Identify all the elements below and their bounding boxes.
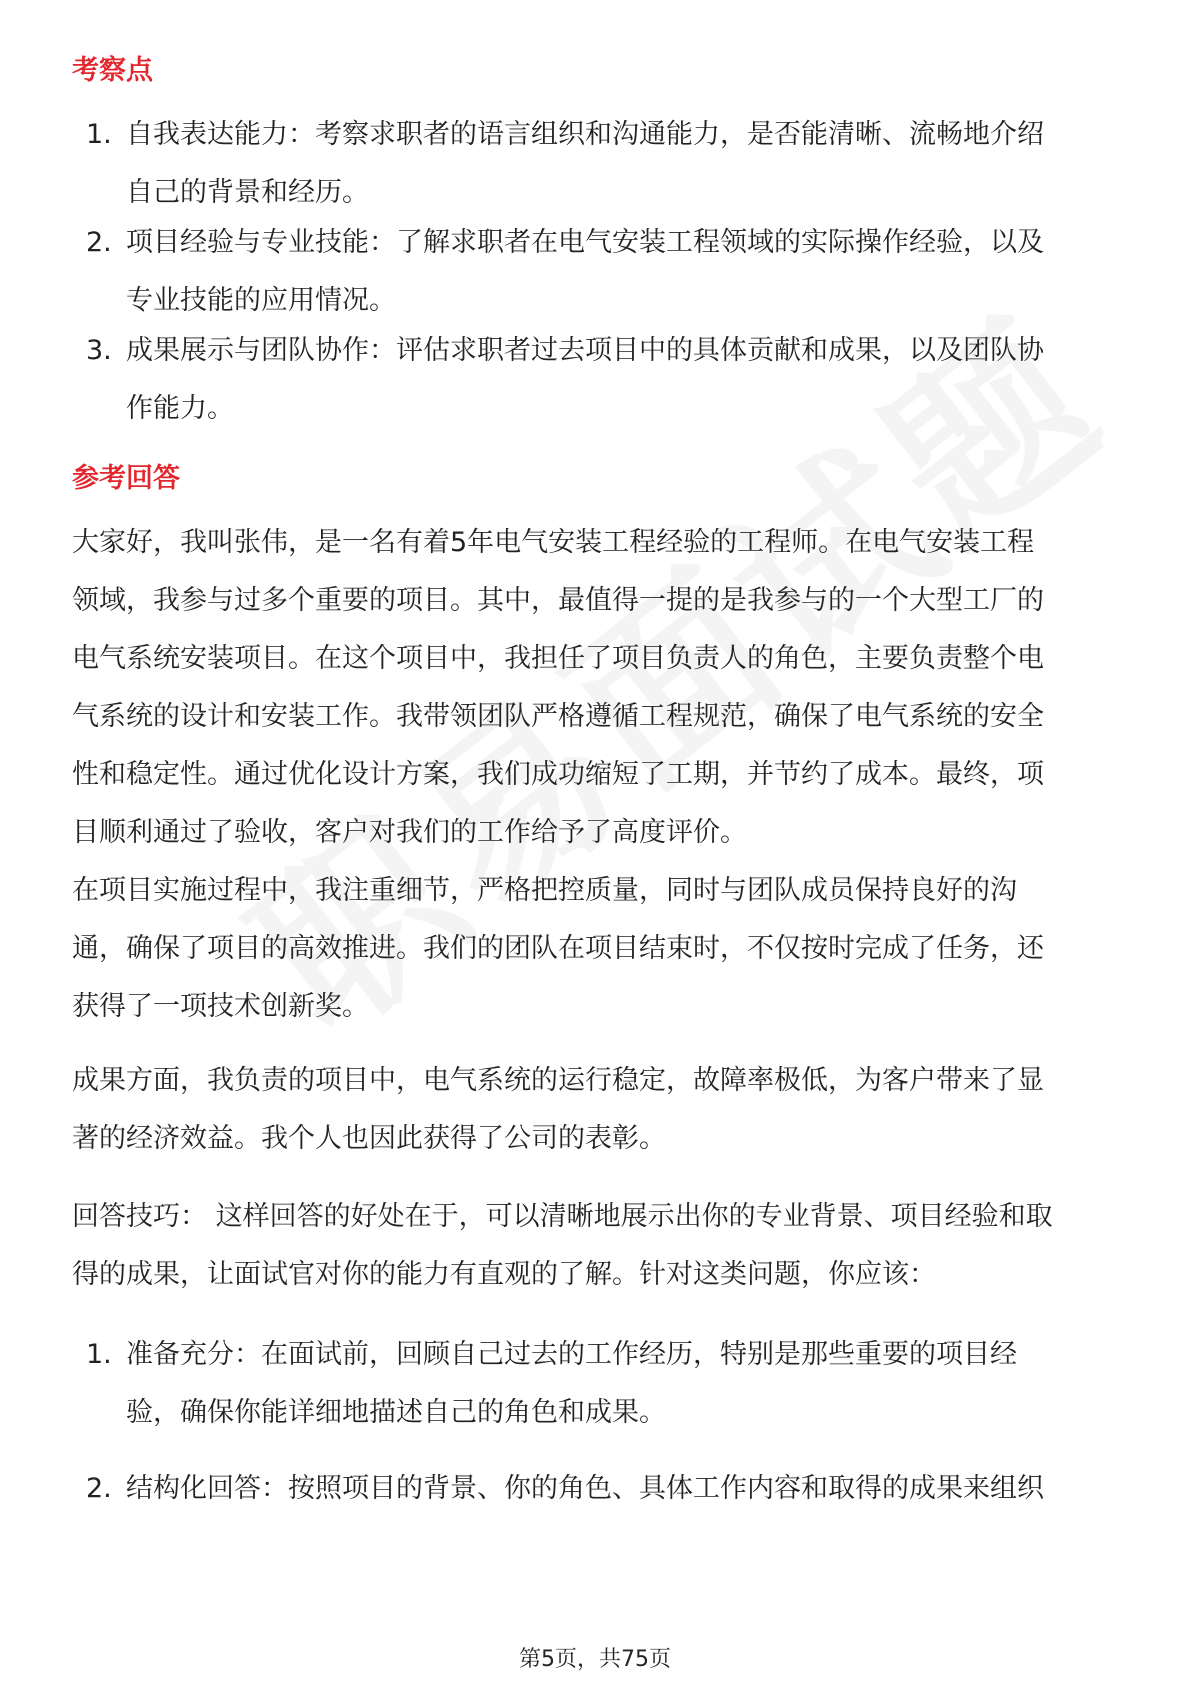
paragraph-line: 成果方面，我负责的项目中，电气系统的运行稳定，故障率极低，为客户带来了显 <box>72 1065 1044 1096</box>
paragraph-line: 气系统的设计和安装工作。我带领团队严格遵循工程规范，确保了电气系统的安全 <box>72 701 1044 732</box>
item-number: 2. <box>86 227 112 258</box>
item-number: 1. <box>86 1339 112 1370</box>
item-line: 准备充分：在面试前，回顾自己过去的工作经历，特别是那些重要的项目经 <box>126 1339 1017 1370</box>
answer-paragraph-3 <box>72 1052 1044 1168</box>
paragraph-line: 性和稳定性。通过优化设计方案，我们成功缩短了工期，并节约了成本。最终，项 <box>72 759 1044 790</box>
answer-paragraph-1 <box>72 514 1044 862</box>
item-text <box>126 106 1044 222</box>
item-text <box>126 214 1044 330</box>
paragraph-line: 在项目实施过程中，我注重细节，严格把控质量，同时与团队成员保持良好的沟 <box>72 875 1017 906</box>
answer-paragraph-2 <box>72 862 1044 1036</box>
item-line: 项目经验与专业技能：了解求职者在电气安装工程领域的实际操作经验，以及 <box>126 227 1044 258</box>
paragraph-line: 通，确保了项目的高效推进。我们的团队在项目结束时，不仅按时完成了任务，还 <box>72 933 1044 964</box>
item-line: 作能力。 <box>126 393 234 424</box>
paragraph-line: 著的经济效益。我个人也因此获得了公司的表彰。 <box>72 1123 666 1154</box>
item-line: 专业技能的应用情况。 <box>126 285 396 316</box>
item-line: 自我表达能力：考察求职者的语言组织和沟通能力，是否能清晰、流畅地介绍 <box>126 119 1044 150</box>
paragraph-line: 领域，我参与过多个重要的项目。其中，最值得一提的是我参与的一个大型工厂的 <box>72 585 1044 616</box>
item-number: 1. <box>86 119 112 150</box>
paragraph-line: 获得了一项技术创新奖。 <box>72 991 369 1022</box>
paragraph-line: 得的成果，让面试官对你的能力有直观的了解。针对这类问题，你应该： <box>72 1259 936 1290</box>
item-text <box>126 322 1044 438</box>
item-number: 3. <box>86 335 112 366</box>
answer-tips-paragraph <box>72 1188 1053 1304</box>
item-line: 自己的背景和经历。 <box>126 177 369 208</box>
item-line: 结构化回答：按照项目的背景、你的角色、具体工作内容和取得的成果来组织 <box>126 1473 1044 1504</box>
paragraph-line: 目顺利通过了验收，客户对我们的工作给予了高度评价。 <box>72 817 747 848</box>
page-footer: 第5页，共75页 <box>519 1647 671 1672</box>
item-line: 成果展示与团队协作：评估求职者过去项目中的具体贡献和成果，以及团队协 <box>126 335 1044 366</box>
paragraph-line: 大家好，我叫张伟，是一名有着5年电气安装工程经验的工程师。在电气安装工程 <box>72 527 1035 558</box>
item-line: 验，确保你能详细地描述自己的角色和成果。 <box>126 1397 666 1428</box>
paragraph-line: 电气系统安装项目。在这个项目中，我担任了项目负责人的角色，主要负责整个电 <box>72 643 1044 674</box>
item-number: 2. <box>86 1473 112 1504</box>
reference-heading: 参考回答 <box>72 463 180 494</box>
paragraph-line: 回答技巧： 这样回答的好处在于，可以清晰地展示出你的专业背景、项目经验和取 <box>72 1201 1053 1232</box>
examine-heading: 考察点 <box>72 55 153 86</box>
item-text <box>126 1326 1017 1442</box>
item-text <box>126 1460 1044 1518</box>
